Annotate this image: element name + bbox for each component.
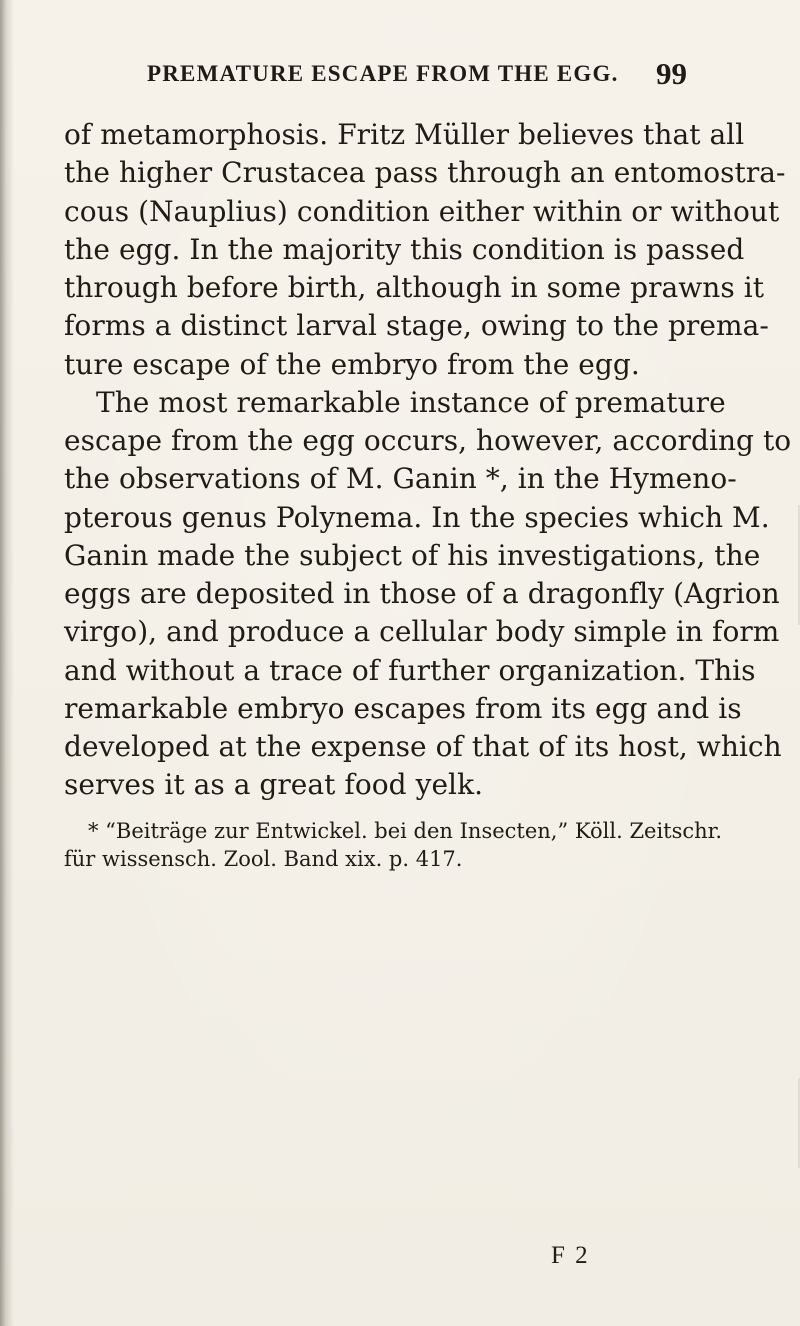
- text-line: serves it as a great food yelk.: [64, 768, 484, 802]
- text-line: through before birth, although in some prawns it: [64, 271, 765, 304]
- running-head: PREMATURE ESCAPE FROM THE EGG.: [147, 61, 619, 86]
- text-line: developed at the expense of that of its host, which: [64, 730, 782, 763]
- text-line: escape from the egg occurs, however, according to: [64, 424, 792, 457]
- page-header: [147, 58, 687, 94]
- text-line: and without a trace of further organization. This: [64, 653, 756, 687]
- text-line: the egg. In the majority this condition is passed: [64, 232, 745, 266]
- text-line: cous (Nauplius) condition either within or without: [64, 194, 780, 228]
- text-line: ture escape of the embryo from the egg.: [64, 347, 640, 381]
- text-line: virgo), and produce a cellular body simple in form: [64, 615, 780, 649]
- text-line: of metamorphosis. Fritz Müller believes that all: [64, 118, 745, 151]
- signature-mark: F 2: [551, 1242, 590, 1269]
- text-line: remarkable embryo escapes from its egg and is: [64, 691, 742, 725]
- spine-shadow: [0, 0, 14, 1326]
- main-text: [64, 116, 792, 805]
- text-line: Ganin made the subject of his investigations, the: [64, 538, 761, 572]
- footnote: [64, 817, 723, 873]
- text-line: The most remarkable instance of premature: [96, 385, 726, 419]
- text-line: the observations of M. Ganin *, in the Hymeno-: [64, 462, 737, 496]
- page-number: 99: [656, 56, 687, 91]
- text-line: forms a distinct larval stage, owing to the prema-: [64, 309, 769, 343]
- text-line: pterous genus Polynema. In the species which M.: [64, 500, 770, 534]
- text-line: eggs are deposited in those of a dragonfly (Agrion: [64, 577, 780, 610]
- text-line: the higher Crustacea pass through an entomostra-: [64, 156, 786, 190]
- footnote-line: für wissensch. Zool. Band xix. p. 417.: [64, 847, 463, 871]
- footnote-line: * “Beiträge zur Entwickel. bei den Insecten,” Köll. Zeitschr.: [88, 819, 723, 843]
